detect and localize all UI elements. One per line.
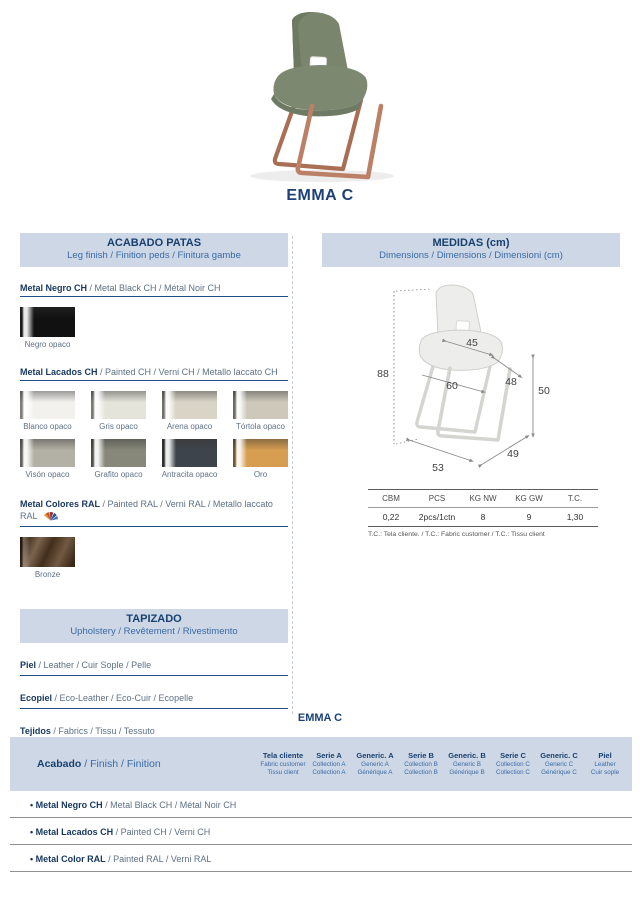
leg-finish-header — [20, 233, 288, 267]
group-heading-metal-lacados — [20, 367, 288, 381]
swatch-gris-opaco — [91, 391, 146, 431]
product-photo — [200, 12, 440, 186]
finish-row-metal-lacados — [10, 818, 632, 845]
finish-matrix-header-left — [10, 758, 260, 770]
finish-row-rest: / Painted CH / Verni CH — [113, 827, 211, 837]
group-heading-bold: Metal Lacados CH — [20, 367, 98, 377]
swatch-blanco-opaco — [20, 391, 75, 431]
packing-value-kgnw: 8 — [480, 512, 486, 522]
column-line: Collection C — [496, 769, 530, 776]
swatch-label: Oro — [253, 470, 268, 479]
swatch-label: Bronze — [34, 570, 61, 579]
packing-header-cbm: CBM — [382, 494, 400, 503]
group-heading-rest: / Painted RAL / Verni RAL / Metallo laccato RAL — [20, 499, 273, 521]
column-generic-c — [536, 751, 582, 778]
dimensions-subtitle: Dimensions / Dimensions / Dimensioni (cm) — [379, 250, 563, 261]
packing-header-tc: T.C. — [567, 494, 583, 503]
color-swatch — [162, 391, 217, 419]
swatch-label: Visón opaco — [25, 470, 70, 479]
finish-row-bold: • Metal Lacados CH — [30, 827, 114, 837]
swatch-vison-opaco — [20, 439, 75, 479]
packing-value-tc: 1,30 — [566, 512, 584, 522]
column-serie-a — [306, 751, 352, 778]
group-heading-bold: Metal Colores RAL — [20, 499, 101, 509]
swatch-label: Arena opaco — [166, 422, 213, 431]
upholstery-item-bold: Piel — [20, 660, 37, 670]
leg-finish-section — [20, 233, 288, 742]
finish-row-rest: / Painted RAL / Verni RAL — [105, 854, 212, 864]
column-line: Generic A — [361, 760, 389, 768]
finish-matrix-header — [10, 737, 632, 791]
color-swatch — [91, 439, 146, 467]
packing-table — [368, 489, 598, 527]
finish-row-bold: • Metal Negro CH — [30, 800, 103, 810]
swatch-arena-opaco — [162, 391, 217, 431]
page-title: EMMA C — [286, 187, 354, 204]
leg-finish-title: ACABADO PATAS — [106, 237, 202, 249]
finish-matrix-columns — [260, 751, 632, 778]
column-line: Tissu client — [267, 769, 299, 776]
finish-matrix-table — [10, 737, 632, 872]
leg-finish-subtitle: Leg finish / Finition peds / Finitura gambe — [67, 250, 241, 261]
column-line: Generic C — [544, 760, 574, 768]
swatch-label: Antracita opaco — [161, 470, 218, 479]
packing-table-value-row — [368, 508, 598, 527]
column-line: Générique A — [357, 769, 393, 776]
group-heading-metal-colores-ral — [20, 499, 288, 527]
column-line: Generic. C — [540, 750, 578, 760]
swatch-label: Tórtola opaco — [236, 422, 285, 431]
dimension-drawing-illustration — [372, 279, 582, 485]
dimensions-header — [322, 233, 620, 267]
column-serie-b — [398, 751, 444, 778]
upholstery-item-ecopiel — [20, 693, 288, 709]
column-line: Generic B — [453, 760, 481, 768]
column-line: Collection A — [312, 769, 346, 776]
packing-header-pcs: PCS — [428, 494, 446, 503]
color-swatch — [233, 391, 288, 419]
group-heading-rest: / Painted CH / Verni CH / Metallo laccato CH — [97, 367, 278, 377]
column-generic-a — [352, 751, 398, 778]
column-line: Serie B — [408, 750, 434, 760]
dim-base-depth: 49 — [507, 448, 519, 460]
packing-table-note: T.C.: Tela cliente. / T.C.: Fabric customer / T.C.: Tissu client — [368, 531, 545, 538]
swatch-label: Blanco opaco — [23, 422, 72, 431]
upholstery-item-rest: / Leather / Cuir Sople / Pelle — [36, 660, 152, 670]
dim-seat-height: 50 — [538, 385, 550, 397]
upholstery-item-rest: / Fabrics / Tissu / Tessuto — [50, 726, 155, 736]
column-line: Leather — [594, 760, 616, 768]
upholstery-subtitle: Upholstery / Revêtement / Rivestimento — [70, 626, 238, 637]
column-divider — [292, 236, 293, 714]
upholstery-item-bold: Tejidos — [20, 726, 51, 736]
column-serie-c — [490, 751, 536, 778]
column-line: Collection B — [404, 760, 438, 768]
swatch-label: Negro opaco — [24, 340, 71, 349]
column-line: Générique B — [449, 769, 485, 776]
upholstery-item-piel — [20, 660, 288, 676]
dim-total-depth: 60 — [446, 380, 458, 392]
dim-seat-depth: 48 — [505, 376, 517, 388]
chair-photo-illustration — [200, 12, 440, 186]
packing-value-cbm: 0,22 — [382, 512, 400, 522]
packing-value-pcs: 2pcs/1ctn — [418, 512, 456, 522]
dim-base-width: 53 — [432, 462, 444, 474]
color-swatch — [20, 307, 75, 337]
column-line: Collection C — [496, 760, 530, 768]
column-line: Serie C — [500, 750, 526, 760]
dimension-drawing — [322, 279, 620, 489]
column-line: Collection A — [312, 760, 346, 768]
column-line: Generic. A — [356, 750, 394, 760]
dim-seat-width: 45 — [466, 337, 478, 349]
swatch-negro-opaco — [20, 307, 75, 349]
bottom-table-title: EMMA C — [297, 712, 343, 724]
finish-row-bold: • Metal Color RAL — [30, 854, 106, 864]
swatch-row-1 — [20, 391, 288, 431]
swatch-tortola-opaco — [233, 391, 288, 431]
column-line: Collection B — [404, 769, 438, 776]
color-swatch — [162, 439, 217, 467]
column-tela-cliente — [260, 751, 306, 778]
finish-header-bold: Acabado — [37, 758, 82, 770]
group-heading-bold: Metal Negro CH — [20, 283, 88, 293]
swatch-antracita-opaco — [162, 439, 217, 479]
color-swatch — [20, 439, 75, 467]
column-line: Tela cliente — [262, 750, 304, 760]
swatch-row-2 — [20, 439, 288, 479]
swatch-bronze — [20, 537, 75, 579]
column-line: Fabric customer — [260, 760, 306, 768]
column-piel — [582, 751, 628, 778]
finish-row-metal-color-ral — [10, 845, 632, 872]
swatch-label: Gris opaco — [99, 422, 138, 431]
finish-row-metal-negro — [10, 791, 632, 818]
dimensions-title: MEDIDAS (cm) — [432, 237, 510, 249]
packing-value-kggw: 9 — [526, 512, 532, 522]
packing-table-header-row — [368, 489, 598, 508]
packing-header-kgnw: KG NW — [469, 494, 497, 503]
upholstery-title: TAPIZADO — [126, 613, 182, 625]
group-heading-rest: / Metal Black CH / Métal Noir CH — [87, 283, 221, 293]
ral-fan-icon — [43, 509, 58, 523]
packing-header-kggw: KG GW — [515, 494, 543, 503]
column-generic-b — [444, 751, 490, 778]
dim-total-height: 88 — [377, 368, 389, 380]
color-swatch — [20, 391, 75, 419]
column-line: Generic. B — [448, 750, 486, 760]
column-line: Cuir sople — [590, 769, 620, 776]
finish-header-rest: / Finish / Finition — [81, 758, 161, 770]
swatch-oro — [233, 439, 288, 479]
upholstery-item-rest: / Eco-Leather / Eco-Cuir / Ecopelle — [52, 693, 194, 703]
color-swatch — [91, 391, 146, 419]
column-line: Serie A — [316, 750, 342, 760]
group-heading-metal-negro — [20, 283, 288, 297]
finish-row-rest: / Metal Black CH / Métal Noir CH — [102, 800, 237, 810]
dimensions-section — [322, 233, 620, 538]
column-line: Piel — [598, 750, 612, 760]
upholstery-item-bold: Ecopiel — [20, 693, 53, 703]
swatch-label: Grafito opaco — [94, 470, 143, 479]
column-line: Générique C — [541, 769, 577, 776]
upholstery-header — [20, 609, 288, 643]
color-swatch — [233, 439, 288, 467]
swatch-grafito-opaco — [91, 439, 146, 479]
color-swatch — [20, 537, 75, 567]
